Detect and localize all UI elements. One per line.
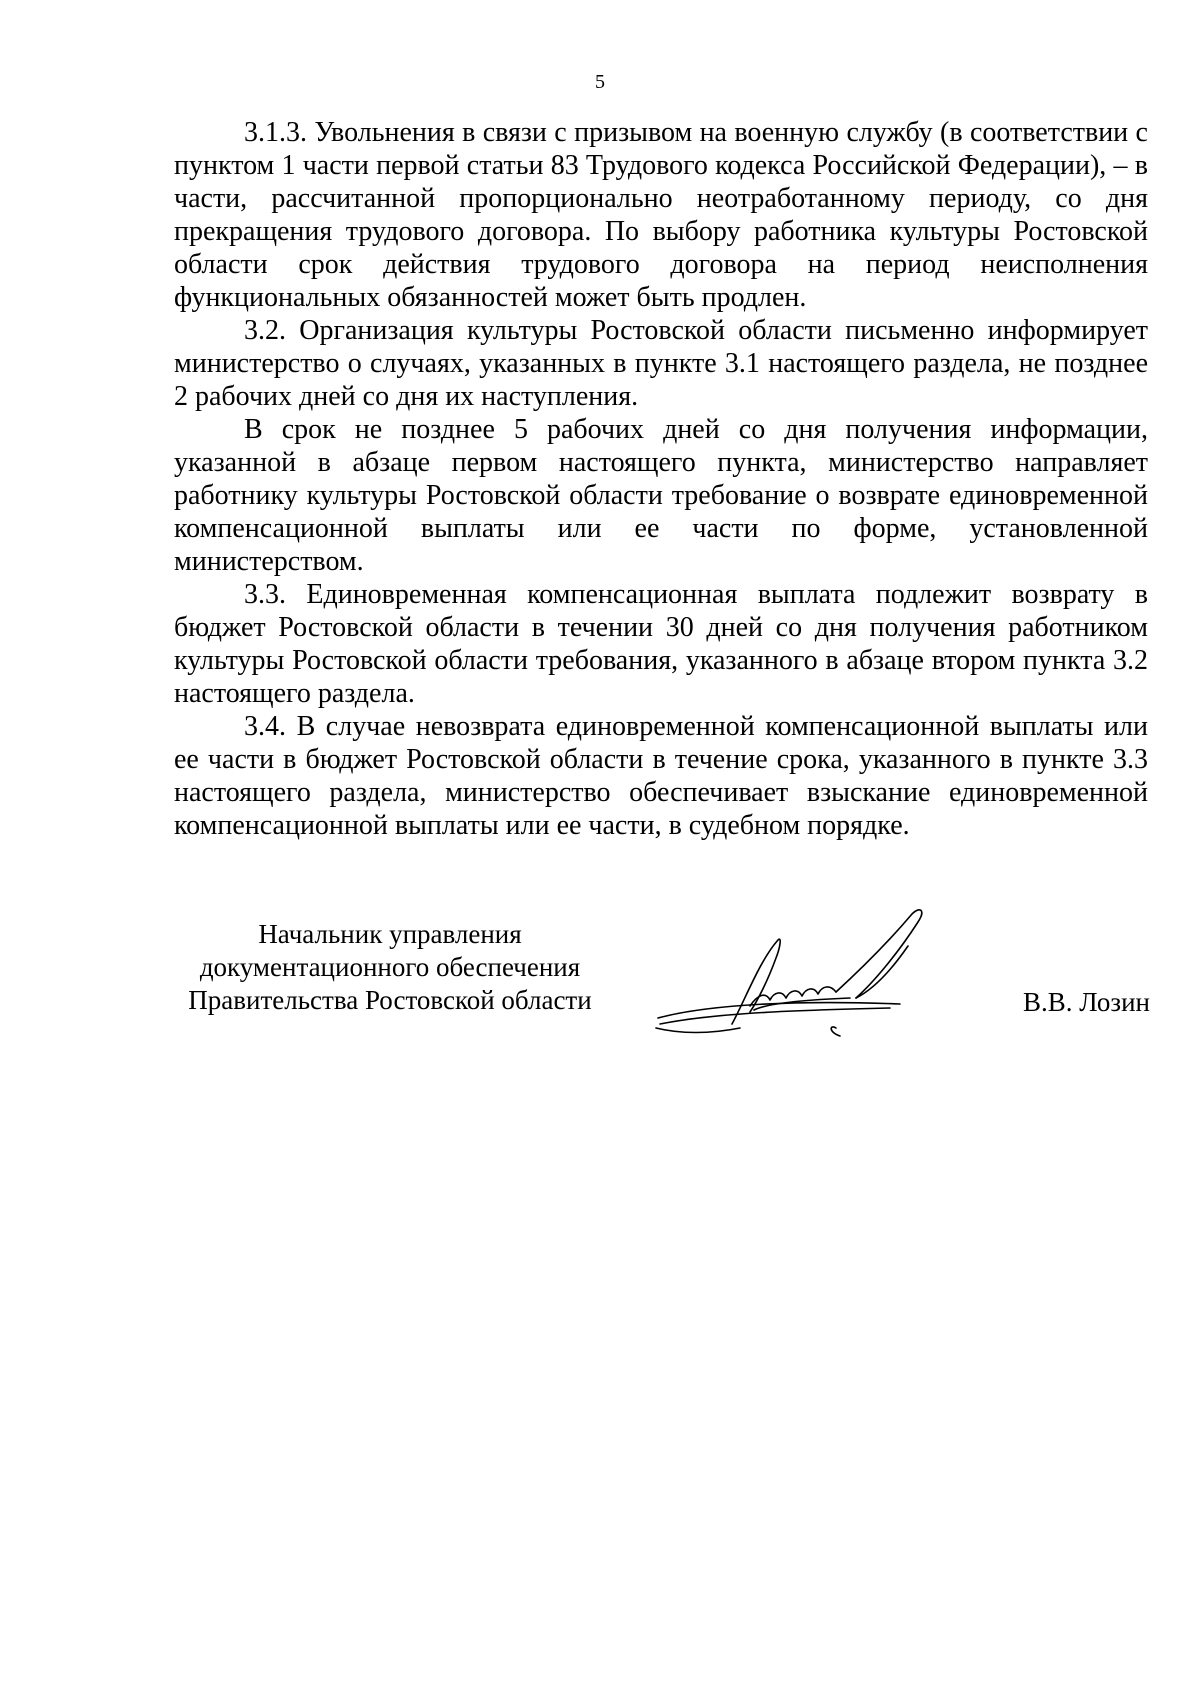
paragraph-3-3: 3.3. Единовременная компенсационная выплата подлежит возврату в бюджет Ростовской области в течении 30 дней со дня получения работником культуры Ростовской области требования, указанного в абзаце втором пункта 3.2 настоящего раздела. (174, 579, 1148, 709)
handwritten-signature (650, 900, 980, 1040)
paragraph-3-1-3: 3.1.3. Увольнения в связи с призывом на военную службу (в соответствии с пунктом 1 части первой статьи 83 Трудового кодекса Российской Федерации), – в части, рассчитанной пропорционально неотработанному периоду, со дня прекращения трудового договора. По выбору работника культуры Ростовской области срок действия трудового договора на период неисполнения функциональных обязанностей может быть продлен. (174, 117, 1148, 313)
paragraph-3-4: 3.4. В случае невозврата единовременной компенсационной выплаты или ее части в бюджет Ростовской области в течение срока, указанного в пункте 3.3 настоящего раздела, министерство обеспечивает взыскание единовременной компенсационной выплаты или ее части, в судебном порядке. (174, 711, 1148, 841)
signatory-title-line-1: Начальник управления (258, 919, 522, 949)
page-number: 5 (595, 71, 605, 93)
signatory-title (170, 918, 610, 1017)
paragraph-3-2-second: В срок не позднее 5 рабочих дней со дня получения информации, указанной в абзаце первом настоящего пункта, министерство направляет работнику культуры Ростовской области требование о возврате единовременной компенсационной выплаты или ее части по форме, установленной министерством. (174, 414, 1148, 577)
signatory-name: В.В. Лозин (1023, 987, 1150, 1017)
paragraph-3-2: 3.2. Организация культуры Ростовской области письменно информирует министерство о случаях, указанных в пункте 3.1 настоящего раздела, не позднее 2 рабочих дней со дня их наступления. (174, 315, 1148, 412)
signatory-title-line-3: Правительства Ростовской области (188, 985, 592, 1015)
signatory-title-line-2: документационного обеспечения (199, 952, 581, 982)
document-body (174, 116, 1148, 842)
